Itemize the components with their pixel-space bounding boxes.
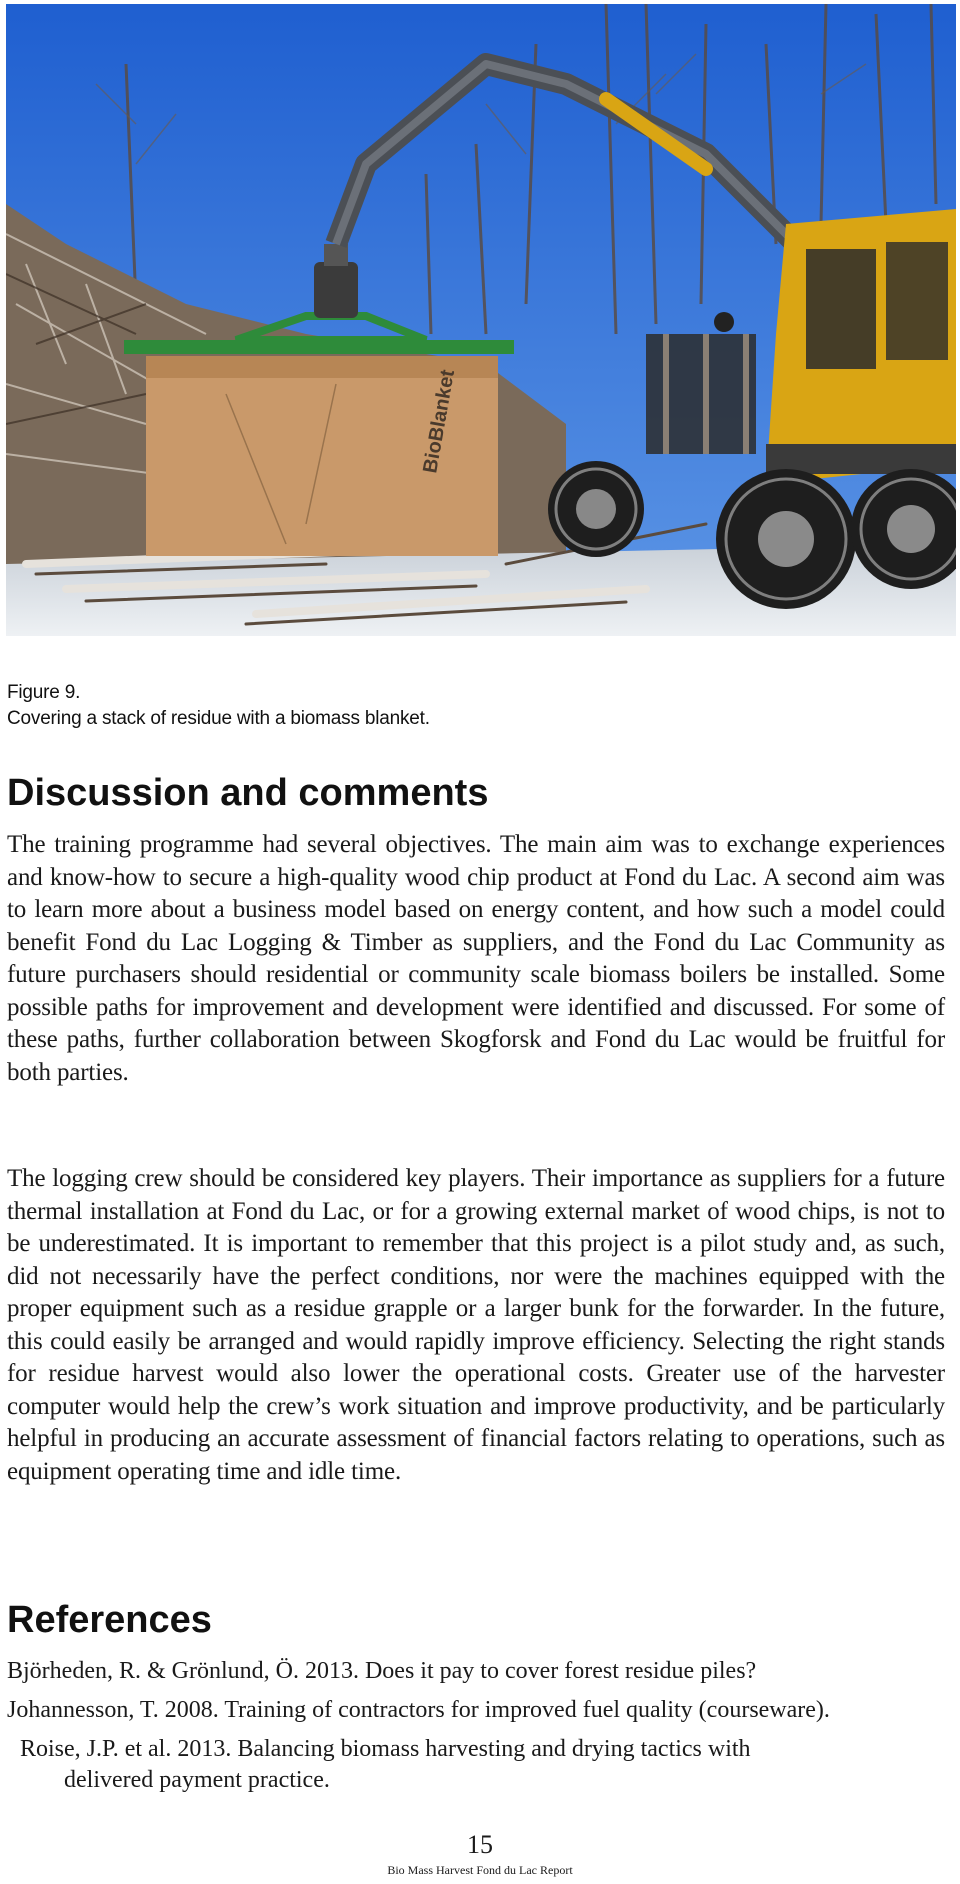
discussion-paragraph-1: The training programme had several objectives. The main aim was to exchange experiences and know-how to secure a high-quality wood chip product at Fond du Lac. A second aim was to learn more about a business model based on energy content, and how such a model could benefit Fond du Lac Logging & Timber as suppliers, and the Fond du Lac Community as future purchasers should residential or community scale biomass boilers be installed. Some possible paths for improvement and development were identified and discussed. For some of these paths, further collaboration between Skogforsk and Fond du Lac would be fruitful for both parties. xyxy=(7,831,945,1086)
reference-item xyxy=(20,1734,920,1796)
figure-caption xyxy=(7,680,430,732)
discussion-heading: Discussion and comments xyxy=(7,772,489,814)
references-heading: References xyxy=(7,1599,212,1641)
page-number: 15 xyxy=(467,1830,493,1859)
reference-item: Johannesson, T. 2008. Training of contractors for improved fuel quality (courseware). xyxy=(7,1697,830,1723)
discussion-paragraph-2: The logging crew should be considered key players. Their importance as suppliers for a future thermal installation at Fond du Lac, or for a growing external market of wood chips, is not to be underestimated. It is important to remember that this project is a pilot study and, as such, did not necessarily have the perfect conditions, nor were the machines equipped with the proper equipment such as a residue grapple or a larger bunk for the forwarder. In the future, this could easily be arranged and would rapidly improve efficiency. Selecting the right stands for residue harvest would also lower the operational costs. Greater use of the harvester computer would help the crew’s work situation and improve productivity, and be particularly helpful in producing an accurate assessment of financial factors relating to operations, such as equipment operating time and idle time. xyxy=(7,1165,945,1485)
figure-photo xyxy=(6,4,956,636)
blanket-print: BioBlanket xyxy=(419,368,460,475)
reference-continuation: delivered payment practice. xyxy=(64,1767,330,1793)
reference-item: Björheden, R. & Grönlund, Ö. 2013. Does it pay to cover forest residue piles? xyxy=(7,1658,757,1684)
report-footer: Bio Mass Harvest Fond du Lac Report xyxy=(387,1863,573,1877)
figure-number: Figure 9. xyxy=(7,682,81,703)
figure-caption-text: Covering a stack of residue with a biomass blanket. xyxy=(7,708,430,729)
reference-text: Roise, J.P. et al. 2013. Balancing biomass harvesting and drying tactics with xyxy=(20,1736,751,1762)
